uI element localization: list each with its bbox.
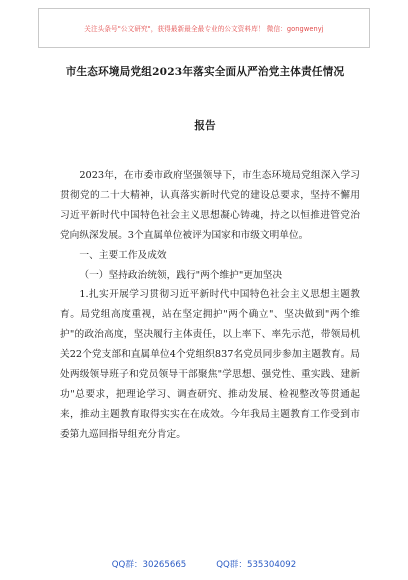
- footer-contact: [0, 558, 408, 570]
- document-title: 市生态环境局党组2023年落实全面从严治党主体责任情况: [65, 66, 345, 78]
- section-heading: 一、主要工作及成效: [79, 249, 167, 261]
- footer-qq-group-2: QQ群：535304092: [216, 560, 297, 570]
- promo-banner: [38, 8, 370, 48]
- footer-qq-group-1: QQ群：30265665: [111, 560, 187, 570]
- promo-banner-text: 关注头条号"公文研究"，获得最新最全最专业的公文资料库！ 微信：gongwenyj: [84, 25, 324, 33]
- document-subtitle: 报告: [194, 120, 216, 132]
- subsection-heading: （一）坚持政治统领，践行"两个维护"更加坚决: [79, 269, 283, 281]
- body-paragraph: 1.扎实开展学习贯彻习近平新时代中国特色社会主义思想主题教育。局党组高度重视，站在坚定拥护"两个确立"、坚决做到"两个维护"的政治高度，坚决履行主体责任，以上率下、率先示范，带领局机关22个党支部和直属单位4个党组织837名党员同步参加主题教育。局处两级领导班子和党员领导干部聚焦"学思想、强党性、重实践、建新功"总要求，把理论学习、调查研究、推动发展、检视整改等贯通起来，推动主题教育取得实实在在成效。今年我局主题教育工作受到市委第九巡回指导组充分肯定。: [60, 289, 360, 440]
- intro-paragraph: 2023年，在市委市政府坚强领导下，市生态环境局党组深入学习贯彻党的二十大精神，认真落实新时代党的建设总要求，坚持不懈用习近平新时代中国特色社会主义思想凝心铸魂，持之以恒推进管党治党向纵深发展。3个直属单位被评为国家和市级文明单位。: [60, 170, 360, 241]
- document-body: [60, 166, 360, 445]
